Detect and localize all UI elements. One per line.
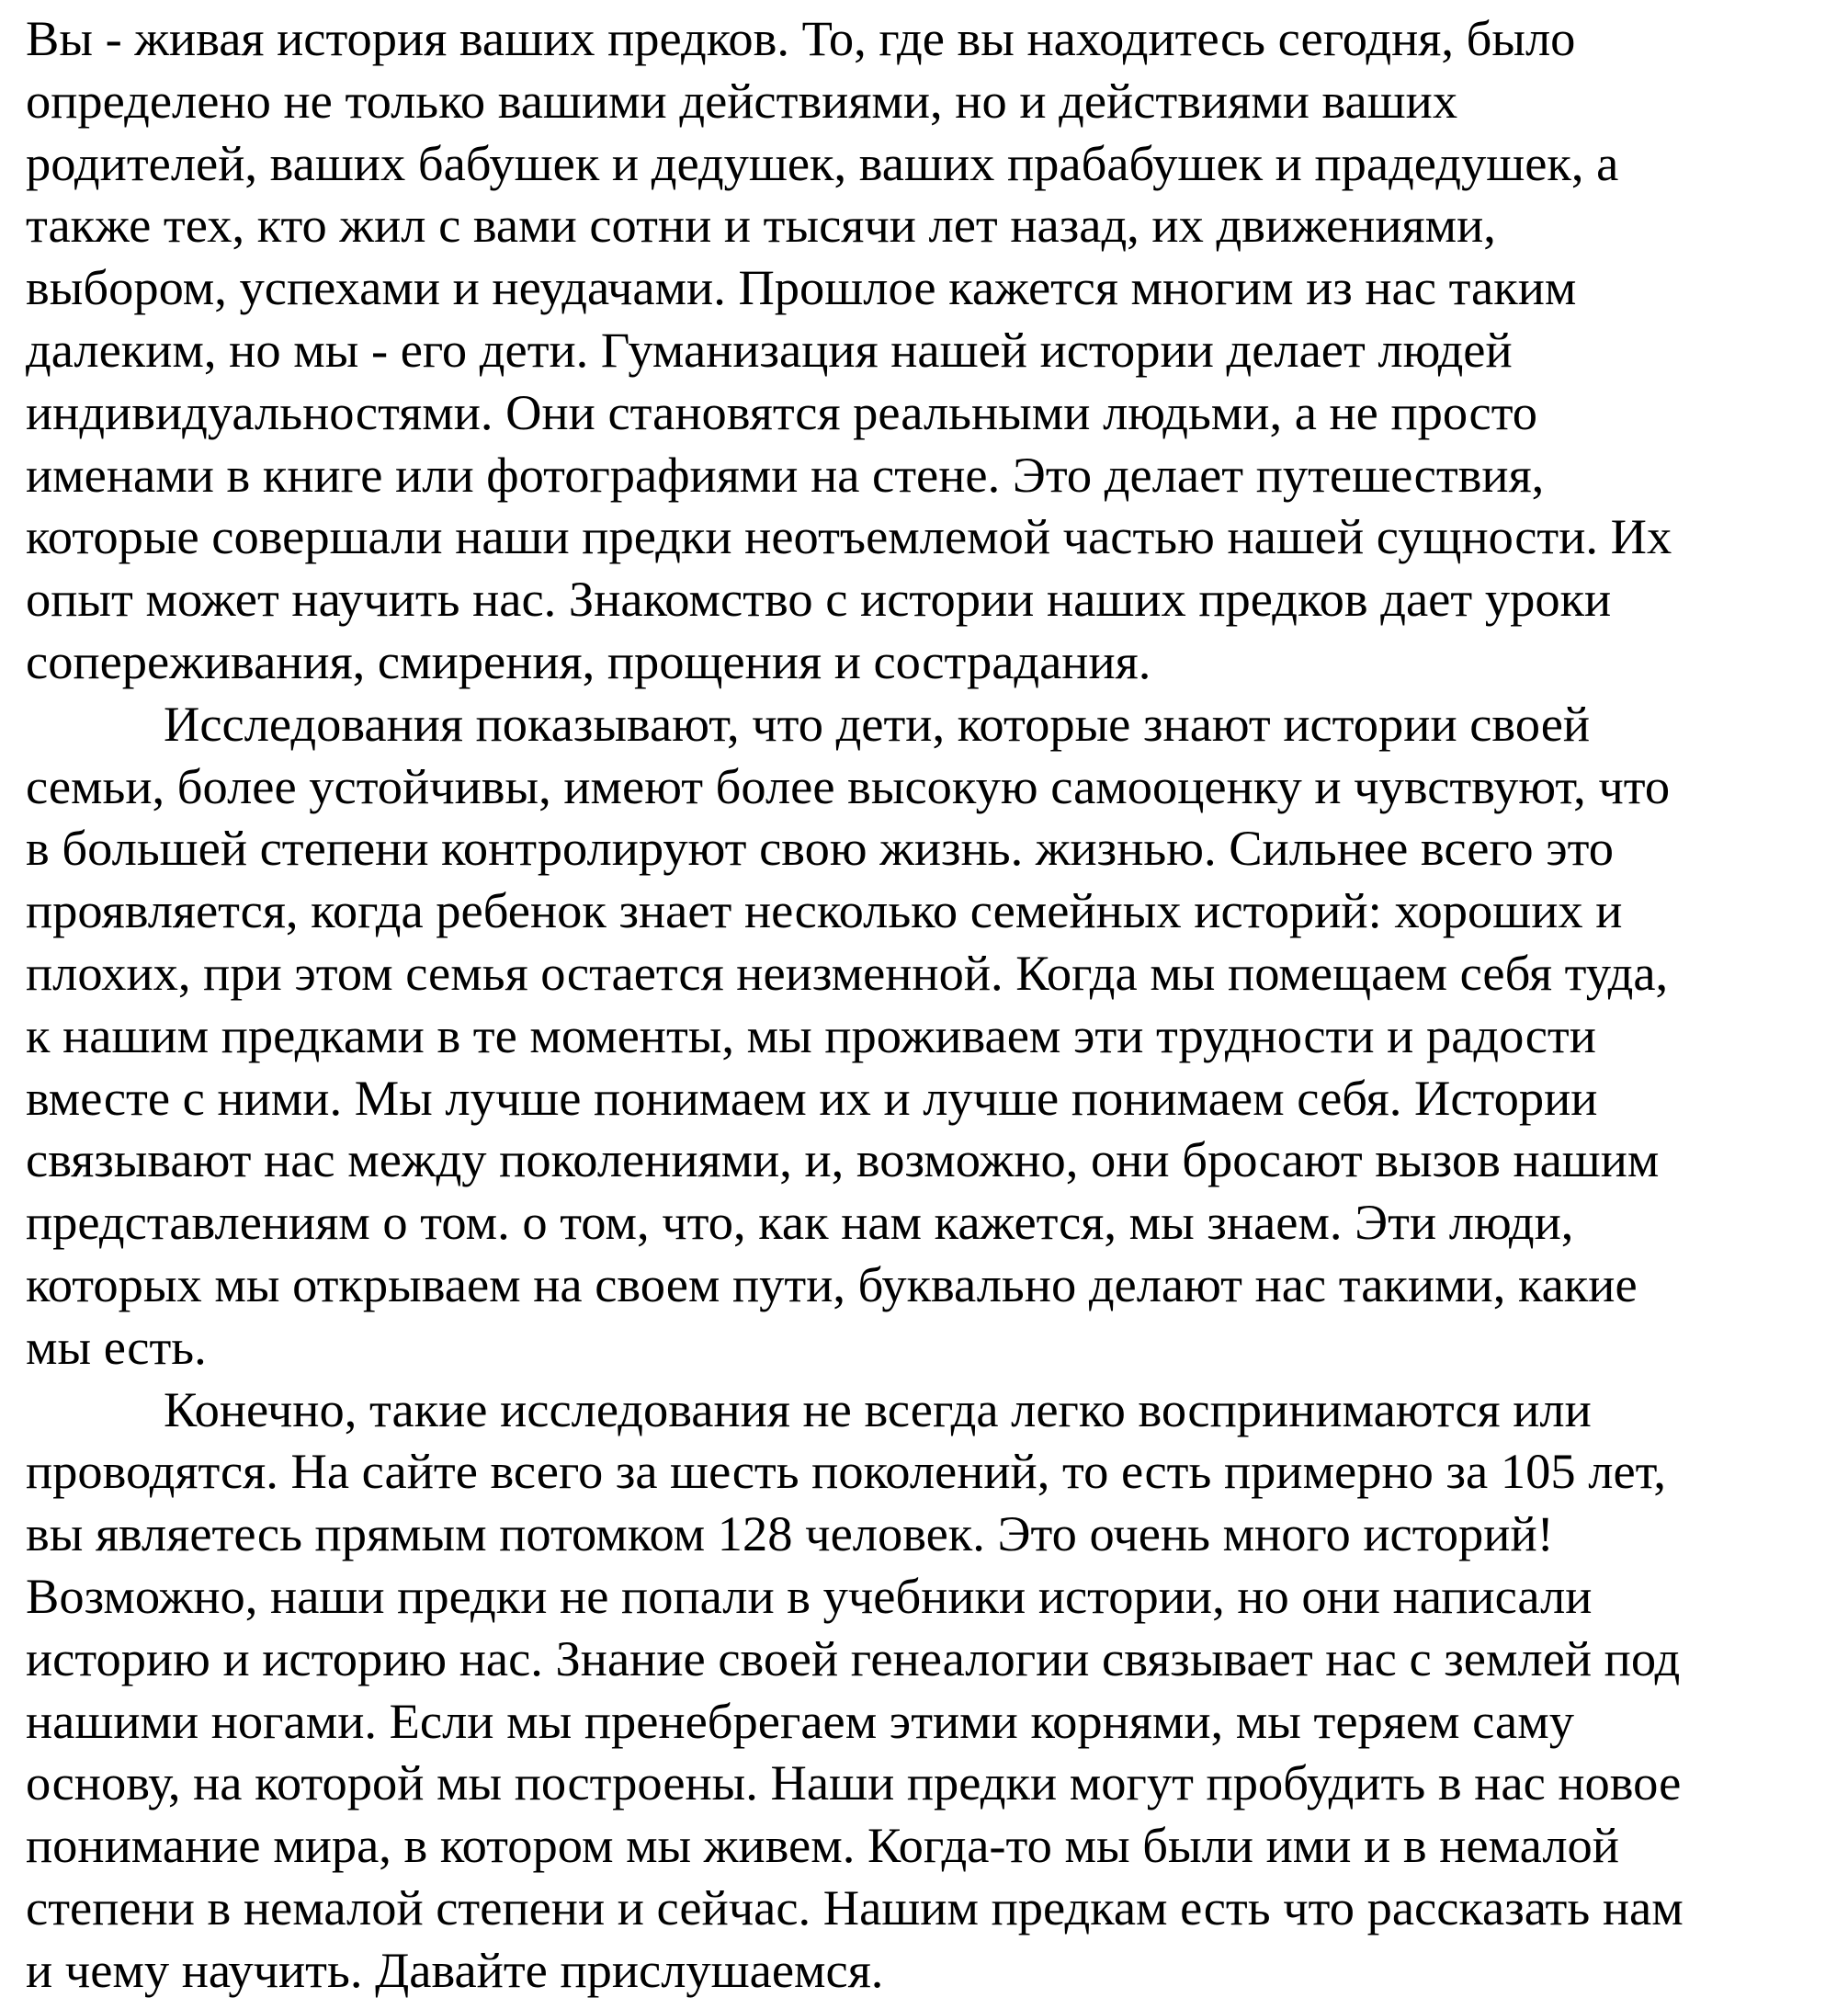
text-line: выбором, успехами и неудачами. Прошлое кажется многим из нас таким <box>26 259 1577 316</box>
document-body <box>26 7 1827 2002</box>
text-line: в большей степени контролируют свою жизнь. жизнью. Сильнее всего это <box>26 820 1615 877</box>
paragraph-1 <box>26 7 1827 693</box>
text-line: также тех, кто жил с вами сотни и тысячи лет назад, их движениями, <box>26 197 1496 254</box>
text-line: и чему научить. Давайте прислушаемся. <box>26 1941 884 1998</box>
text-line: которые совершали наши предки неотъемлемой частью нашей сущности. Их <box>26 508 1672 565</box>
text-line: сопереживания, смирения, прощения и сострадания. <box>26 632 1151 689</box>
text-line: проводятся. На сайте всего за шесть поколений, то есть примерно за 105 лет, <box>26 1443 1666 1500</box>
text-line: вместе с ними. Мы лучше понимаем их и лучше понимаем себя. Истории <box>26 1069 1598 1126</box>
text-line: к нашим предками в те моменты, мы проживаем эти трудности и радости <box>26 1006 1596 1063</box>
text-line: проявляется, когда ребенок знает несколько семейных историй: хороших и <box>26 882 1623 939</box>
text-line: понимание мира, в котором мы живем. Когда-то мы были ими и в немалой <box>26 1817 1619 1874</box>
text-line: Вы - живая история ваших предков. То, где вы находитесь сегодня, было <box>26 10 1576 66</box>
text-line: связывают нас между поколениями, и, возможно, они бросают вызов нашим <box>26 1131 1660 1188</box>
text-line: Исследования показывают, что дети, которые знают истории своей <box>164 695 1591 752</box>
text-line: представлениям о том. о том, что, как нам кажется, мы знаем. Эти люди, <box>26 1194 1574 1251</box>
text-line: вы являетесь прямым потомком 128 человек. Это очень много историй! <box>26 1505 1554 1562</box>
text-line: именами в книге или фотографиями на стене. Это делает путешествия, <box>26 446 1545 503</box>
text-line: опыт может научить нас. Знакомство с истории наших предков дает уроки <box>26 571 1612 628</box>
text-line: Возможно, наши предки не попали в учебники истории, но они написали <box>26 1567 1593 1624</box>
text-line: определено не только вашими действиями, но и действиями ваших <box>26 72 1458 129</box>
text-line: основу, на которой мы построены. Наши предки могут пробудить в нас новое <box>26 1754 1682 1811</box>
text-line: родителей, ваших бабушек и дедушек, ваших прабабушек и прадедушек, а <box>26 134 1619 191</box>
text-line: которых мы открываем на своем пути, буквально делают нас такими, какие <box>26 1255 1638 1312</box>
text-line: семьи, более устойчивы, имеют более высокую самооценку и чувствуют, что <box>26 757 1671 814</box>
text-line: Конечно, такие исследования не всегда легко воспринимаются или <box>164 1380 1592 1437</box>
text-line: нашими ногами. Если мы пренебрегаем этими корнями, мы теряем саму <box>26 1692 1574 1749</box>
text-line: индивидуальностями. Они становятся реальными людьми, а не просто <box>26 383 1538 440</box>
text-line: историю и историю нас. Знание своей генеалогии связывает нас с землей под <box>26 1629 1681 1686</box>
paragraph-2 <box>26 693 1827 1379</box>
text-line: мы есть. <box>26 1318 207 1375</box>
paragraph-3 <box>26 1379 1827 2002</box>
text-line: плохих, при этом семья остается неизменной. Когда мы помещаем себя туда, <box>26 944 1669 1001</box>
text-line: степени в немалой степени и сейчас. Нашим предкам есть что рассказать нам <box>26 1878 1684 1935</box>
text-line: далеким, но мы - его дети. Гуманизация нашей истории делает людей <box>26 321 1513 378</box>
